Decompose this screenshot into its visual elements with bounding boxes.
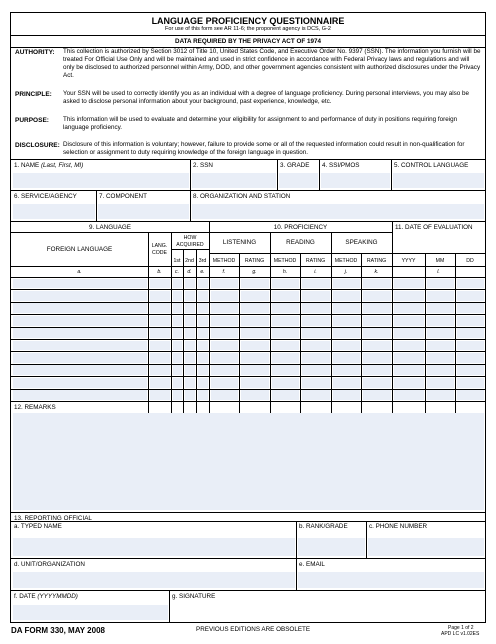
table-cell[interactable] bbox=[427, 279, 455, 289]
table-cell[interactable] bbox=[211, 378, 239, 388]
table-cell[interactable] bbox=[302, 365, 331, 375]
table-cell[interactable] bbox=[150, 390, 171, 400]
privacy-header: DATA REQUIRED BY THE PRIVACY ACT OF 1974 bbox=[11, 35, 485, 48]
table-cell[interactable] bbox=[173, 316, 183, 326]
table-cell[interactable] bbox=[241, 303, 270, 313]
col-letter-b: b. bbox=[157, 269, 162, 275]
purpose-text: This information will be used to evaluate and determine your eligibility for assignment to and performance of duty in positions requiring foreign language proficiency. bbox=[63, 116, 458, 131]
table-cell[interactable] bbox=[333, 279, 361, 289]
lang-code-header: LANG. CODE bbox=[151, 243, 168, 256]
table-cell[interactable] bbox=[394, 279, 425, 289]
table-cell[interactable] bbox=[198, 353, 209, 363]
table-cell[interactable] bbox=[272, 328, 300, 338]
name-field[interactable] bbox=[13, 173, 189, 188]
table-cell[interactable] bbox=[302, 291, 331, 301]
table-cell[interactable] bbox=[150, 303, 171, 313]
authority-text: This collection is authorized by Section 3012 of Title 10, United States Code, and Executive Order No. 9397 (SSN). The information you furnish will be treated For Official Use Only and will be maintained and used in strict confidence in accordance with Federal Privacy laws and regulations and will only be disclosed to authorized personnel within Army, DOD, and other government agencies consistent with authorized disclosures under the Privacy Act. bbox=[63, 48, 481, 79]
email-label: e. EMAIL bbox=[299, 561, 325, 568]
table-cell[interactable] bbox=[272, 291, 300, 301]
second-header: 2nd bbox=[185, 258, 194, 264]
date-eval-header: 11. DATE OF EVALUATION bbox=[395, 224, 473, 231]
speaking-method: METHOD bbox=[334, 258, 358, 264]
table-cell[interactable] bbox=[150, 279, 171, 289]
table-cell[interactable] bbox=[13, 328, 148, 338]
principle-label: PRINCIPLE: bbox=[15, 91, 52, 98]
table-cell[interactable] bbox=[150, 353, 171, 363]
table-cell[interactable] bbox=[363, 378, 392, 388]
table-cell[interactable] bbox=[333, 316, 361, 326]
table-cell[interactable] bbox=[427, 303, 455, 313]
table-cell[interactable] bbox=[302, 341, 331, 351]
table-cell[interactable] bbox=[211, 353, 239, 363]
table-cell[interactable] bbox=[198, 316, 209, 326]
table-cell[interactable] bbox=[333, 328, 361, 338]
table-cell[interactable] bbox=[13, 365, 148, 375]
listening-header: LISTENING bbox=[222, 239, 257, 246]
third-header: 3rd bbox=[198, 258, 207, 264]
form-id: DA FORM 330, MAY 2008 bbox=[11, 626, 105, 635]
table-cell[interactable] bbox=[302, 303, 331, 313]
ssn-field[interactable] bbox=[192, 173, 276, 188]
ssn-label: 2. SSN bbox=[193, 162, 213, 169]
date-label: f. DATE (YYYYMMDD) bbox=[14, 593, 78, 600]
reading-header: READING bbox=[286, 239, 315, 246]
table-cell[interactable] bbox=[185, 291, 196, 301]
form-version: APD LC v1.02ES bbox=[441, 631, 480, 637]
table-cell[interactable] bbox=[241, 353, 270, 363]
mm-header: MM bbox=[435, 258, 445, 264]
table-cell[interactable] bbox=[13, 291, 148, 301]
component-field[interactable] bbox=[98, 204, 189, 219]
date-field[interactable] bbox=[13, 605, 168, 620]
table-cell[interactable] bbox=[198, 291, 209, 301]
table-cell[interactable] bbox=[150, 316, 171, 326]
remarks-field[interactable] bbox=[13, 413, 484, 510]
table-cell[interactable] bbox=[13, 353, 148, 363]
table-cell[interactable] bbox=[198, 303, 209, 313]
table-cell[interactable] bbox=[302, 390, 331, 400]
table-cell[interactable] bbox=[333, 365, 361, 375]
table-cell[interactable] bbox=[394, 378, 425, 388]
listening-method: METHOD bbox=[212, 258, 236, 264]
table-cell[interactable] bbox=[211, 291, 239, 301]
table-cell[interactable] bbox=[185, 316, 196, 326]
table-cell[interactable] bbox=[241, 341, 270, 351]
table-cell[interactable] bbox=[173, 279, 183, 289]
table-cell[interactable] bbox=[185, 378, 196, 388]
signature-label: g. SIGNATURE bbox=[172, 593, 216, 600]
table-cell[interactable] bbox=[394, 328, 425, 338]
table-cell[interactable] bbox=[13, 390, 148, 400]
email-field[interactable] bbox=[298, 572, 484, 588]
table-cell[interactable] bbox=[198, 328, 209, 338]
table-cell[interactable] bbox=[302, 353, 331, 363]
table-cell[interactable] bbox=[272, 353, 300, 363]
col-letter-f: f. bbox=[222, 269, 226, 275]
table-cell[interactable] bbox=[363, 390, 392, 400]
table-cell[interactable] bbox=[13, 279, 148, 289]
typed-name-field[interactable] bbox=[13, 538, 295, 556]
table-cell[interactable] bbox=[457, 365, 485, 375]
table-cell[interactable] bbox=[198, 378, 209, 388]
table-cell[interactable] bbox=[173, 353, 183, 363]
table-cell[interactable] bbox=[427, 328, 455, 338]
table-cell[interactable] bbox=[363, 279, 392, 289]
rank-label: b. RANK/GRADE bbox=[299, 523, 348, 530]
table-cell[interactable] bbox=[150, 341, 171, 351]
table-cell[interactable] bbox=[394, 365, 425, 375]
typed-name-label: a. TYPED NAME bbox=[14, 523, 62, 530]
phone-label: c. PHONE NUMBER bbox=[369, 523, 428, 530]
table-cell[interactable] bbox=[427, 390, 455, 400]
form-subtitle: For use of this form see AR 11-6; the proponent agency is DCS, G-2 bbox=[165, 26, 331, 32]
col-letter-d: d. bbox=[187, 269, 192, 275]
table-cell[interactable] bbox=[272, 279, 300, 289]
table-cell[interactable] bbox=[211, 279, 239, 289]
table-cell[interactable] bbox=[363, 341, 392, 351]
phone-field[interactable] bbox=[368, 538, 484, 556]
table-cell[interactable] bbox=[457, 341, 485, 351]
table-cell[interactable] bbox=[272, 341, 300, 351]
table-cell[interactable] bbox=[272, 303, 300, 313]
table-cell[interactable] bbox=[150, 365, 171, 375]
foreign-language-header: FOREIGN LANGUAGE bbox=[46, 246, 113, 253]
table-cell[interactable] bbox=[394, 316, 425, 326]
reporting-header: 13. REPORTING OFFICIAL bbox=[14, 515, 92, 522]
disclosure-text: Disclosure of this information is voluntary; however, failure to provide some or all of the requested information could result in non-qualification for selection or assignment to duty requiring knowledge of the foreign language in question. bbox=[63, 141, 465, 156]
col-letter-j: j. bbox=[344, 269, 348, 275]
table-cell[interactable] bbox=[333, 303, 361, 313]
obsolete-note: PREVIOUS EDITIONS ARE OBSOLETE bbox=[196, 626, 311, 633]
proficiency-header: 10. PROFICIENCY bbox=[273, 224, 328, 231]
table-cell[interactable] bbox=[333, 390, 361, 400]
col-letter-g: g. bbox=[252, 269, 257, 275]
table-cell[interactable] bbox=[173, 328, 183, 338]
table-cell[interactable] bbox=[173, 341, 183, 351]
table-cell[interactable] bbox=[13, 378, 148, 388]
reading-rating: RATING bbox=[305, 258, 326, 264]
table-cell[interactable] bbox=[211, 365, 239, 375]
table-cell[interactable] bbox=[457, 291, 485, 301]
page-number: Page 1 of 2 bbox=[448, 625, 474, 631]
table-cell[interactable] bbox=[363, 353, 392, 363]
form-title: LANGUAGE PROFICIENCY QUESTIONNAIRE bbox=[151, 16, 345, 26]
form bbox=[10, 12, 486, 623]
table-cell[interactable] bbox=[363, 303, 392, 313]
table-cell[interactable] bbox=[198, 279, 209, 289]
speaking-rating: RATING bbox=[366, 258, 387, 264]
table-cell[interactable] bbox=[394, 353, 425, 363]
table-cell[interactable] bbox=[394, 291, 425, 301]
table-cell[interactable] bbox=[363, 316, 392, 326]
table-cell[interactable] bbox=[241, 279, 270, 289]
table-cell[interactable] bbox=[302, 279, 331, 289]
col-letter-i: i. bbox=[314, 269, 317, 275]
table-cell[interactable] bbox=[185, 279, 196, 289]
listening-rating: RATING bbox=[244, 258, 265, 264]
authority-label: AUTHORITY: bbox=[15, 49, 55, 56]
org-station-label: 8. ORGANIZATION AND STATION bbox=[193, 193, 291, 200]
table-cell[interactable] bbox=[272, 316, 300, 326]
table-cell[interactable] bbox=[302, 328, 331, 338]
table-cell[interactable] bbox=[394, 341, 425, 351]
unit-field[interactable] bbox=[13, 572, 295, 588]
table-cell[interactable] bbox=[272, 378, 300, 388]
principle-text: Your SSN will be used to correctly identify you as an individual with a degree of language proficiency. During personal interviews, you may also be asked to disclose personal information about your background, past experience, knowledge, etc. bbox=[63, 90, 470, 105]
table-cell[interactable] bbox=[173, 365, 183, 375]
table-cell[interactable] bbox=[241, 390, 270, 400]
how-acquired-header: HOW ACQUIRED bbox=[176, 235, 204, 248]
table-cell[interactable] bbox=[185, 328, 196, 338]
table-cell[interactable] bbox=[363, 291, 392, 301]
rank-field[interactable] bbox=[298, 538, 365, 556]
yyyy-header: YYYY bbox=[401, 258, 416, 264]
table-cell[interactable] bbox=[457, 378, 485, 388]
table-cell[interactable] bbox=[272, 390, 300, 400]
table-cell[interactable] bbox=[150, 328, 171, 338]
col-letter-a: a. bbox=[77, 269, 82, 275]
ssi-field[interactable] bbox=[321, 173, 390, 188]
ssi-label: 4. SSI/PMOS bbox=[322, 162, 360, 169]
table-cell[interactable] bbox=[173, 291, 183, 301]
table-cell[interactable] bbox=[427, 316, 455, 326]
table-cell[interactable] bbox=[13, 316, 148, 326]
table-cell[interactable] bbox=[241, 378, 270, 388]
dd-header: DD bbox=[466, 258, 474, 264]
table-cell[interactable] bbox=[13, 303, 148, 313]
table-cell[interactable] bbox=[241, 365, 270, 375]
table-cell[interactable] bbox=[185, 303, 196, 313]
table-cell[interactable] bbox=[198, 365, 209, 375]
table-cell[interactable] bbox=[211, 341, 239, 351]
table-cell[interactable] bbox=[241, 291, 270, 301]
name-label: 1. NAME (Last, First, MI) bbox=[14, 162, 84, 169]
col-letter-c: c. bbox=[174, 269, 180, 275]
table-cell[interactable] bbox=[427, 365, 455, 375]
table-cell[interactable] bbox=[173, 378, 183, 388]
service-label: 6. SERVICE/AGENCY bbox=[14, 193, 77, 200]
table-cell[interactable] bbox=[185, 341, 196, 351]
org-station-field[interactable] bbox=[192, 204, 484, 219]
table-cell[interactable] bbox=[394, 303, 425, 313]
language-header: 9. LANGUAGE bbox=[89, 224, 131, 231]
table-cell[interactable] bbox=[363, 365, 392, 375]
table-cell[interactable] bbox=[185, 365, 196, 375]
table-cell[interactable] bbox=[302, 316, 331, 326]
table-cell[interactable] bbox=[333, 341, 361, 351]
table-cell[interactable] bbox=[363, 328, 392, 338]
table-cell[interactable] bbox=[185, 390, 196, 400]
table-cell[interactable] bbox=[427, 378, 455, 388]
table-cell[interactable] bbox=[333, 353, 361, 363]
table-cell[interactable] bbox=[427, 291, 455, 301]
table-cell[interactable] bbox=[198, 390, 209, 400]
table-cell[interactable] bbox=[394, 390, 425, 400]
speaking-header: SPEAKING bbox=[345, 239, 378, 246]
col-letter-e: e. bbox=[200, 269, 205, 275]
table-cell[interactable] bbox=[211, 390, 239, 400]
table-cell[interactable] bbox=[457, 279, 485, 289]
col-letter-h: h. bbox=[282, 269, 288, 275]
control-language-label: 5. CONTROL LANGUAGE bbox=[394, 162, 469, 169]
first-header: 1st bbox=[173, 258, 181, 264]
col-letter-l: l. bbox=[437, 269, 440, 275]
col-letter-k: k. bbox=[374, 269, 379, 275]
table-cell[interactable] bbox=[302, 378, 331, 388]
table-cell[interactable] bbox=[333, 291, 361, 301]
table-cell[interactable] bbox=[150, 378, 171, 388]
purpose-label: PURPOSE: bbox=[15, 117, 49, 124]
table-cell[interactable] bbox=[457, 303, 485, 313]
table-cell[interactable] bbox=[185, 353, 196, 363]
table-cell[interactable] bbox=[457, 328, 485, 338]
table-cell[interactable] bbox=[13, 341, 148, 351]
table-cell[interactable] bbox=[333, 378, 361, 388]
grade-field[interactable] bbox=[279, 173, 318, 188]
table-cell[interactable] bbox=[457, 316, 485, 326]
table-cell[interactable] bbox=[211, 316, 239, 326]
table-cell[interactable] bbox=[173, 303, 183, 313]
table-cell[interactable] bbox=[272, 365, 300, 375]
component-label: 7. COMPONENT bbox=[99, 193, 147, 200]
table-cell[interactable] bbox=[211, 303, 239, 313]
grade-label: 3. GRADE bbox=[280, 162, 310, 169]
table-cell[interactable] bbox=[457, 390, 485, 400]
table-cell[interactable] bbox=[457, 353, 485, 363]
disclosure-label: DISCLOSURE: bbox=[15, 142, 60, 149]
table-cell[interactable] bbox=[173, 390, 183, 400]
reading-method: METHOD bbox=[273, 258, 297, 264]
service-field[interactable] bbox=[13, 204, 95, 219]
table-cell[interactable] bbox=[427, 353, 455, 363]
remarks-label: 12. REMARKS bbox=[14, 404, 56, 411]
table-cell[interactable] bbox=[241, 316, 270, 326]
control-language-field[interactable] bbox=[393, 173, 484, 188]
table-cell[interactable] bbox=[150, 291, 171, 301]
table-cell[interactable] bbox=[211, 328, 239, 338]
unit-label: d. UNIT/ORGANIZATION bbox=[14, 561, 85, 568]
table-cell[interactable] bbox=[198, 341, 209, 351]
table-cell[interactable] bbox=[241, 328, 270, 338]
table-row-line bbox=[11, 401, 485, 402]
signature-field[interactable] bbox=[171, 603, 484, 620]
table-cell[interactable] bbox=[427, 341, 455, 351]
